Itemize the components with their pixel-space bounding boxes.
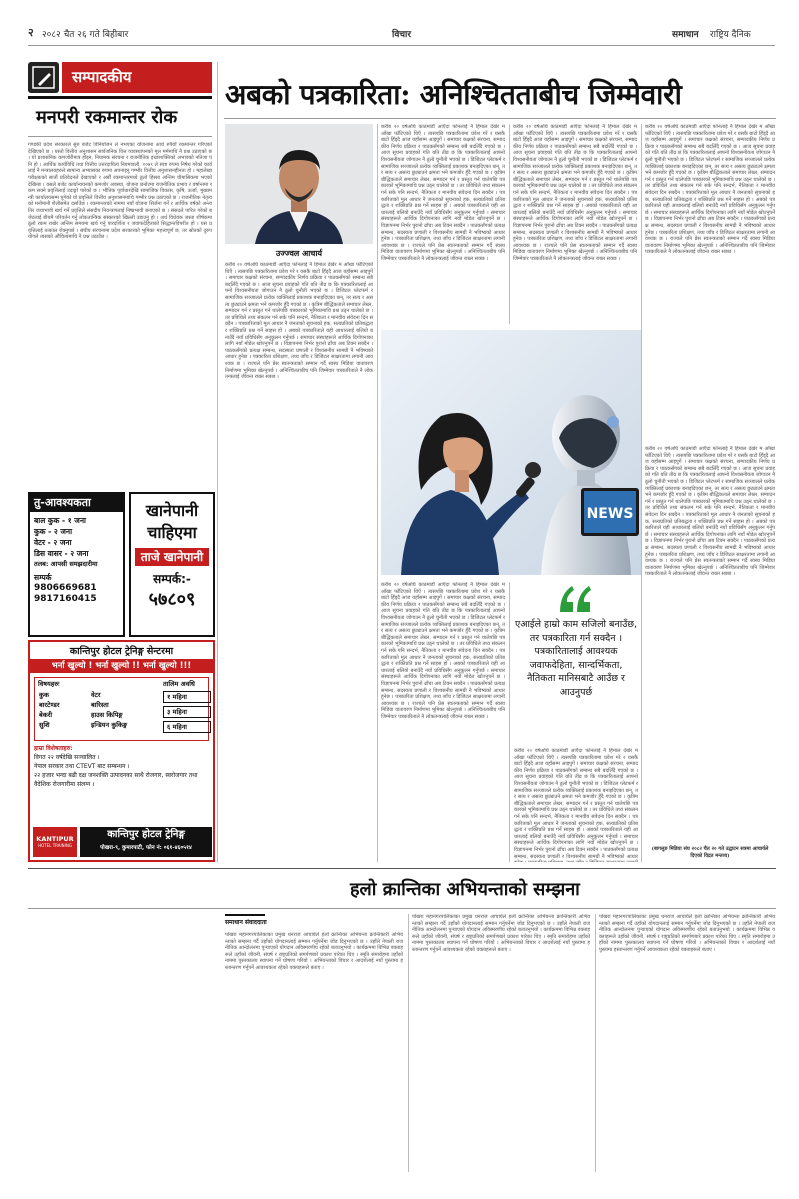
ad-vacancy-line: बाल कुक - १ जना (34, 516, 86, 525)
column-rule (377, 124, 378, 862)
ad-hotel-training (28, 640, 215, 862)
editorial-banner (62, 62, 212, 93)
column-rule (217, 62, 218, 862)
ad-water-slogan: ताजे खानेपानी (135, 548, 209, 566)
ad-vacancy-line: वेटर - २ जना (34, 538, 72, 547)
ad-water-subtitle: चाहिएमा (147, 523, 197, 542)
ad-vacancy-phone: 9817160415 (34, 594, 97, 604)
ad-hotel-special: २२ हजार भन्दा बढी दक्ष जनशक्ति उत्पादनका साथै रोजगार, स्वरोजगार तथा वैदेशिक रोजगारीमा संलग्न । (34, 772, 198, 788)
ad-hotel-subject: सुशि (39, 721, 50, 729)
divider (28, 136, 212, 137)
pull-quote (514, 582, 638, 742)
masthead-sub: राष्ट्रिय दैनिक (710, 30, 751, 40)
section-label: विचार (392, 30, 412, 40)
ad-vacancy-contact-label: सम्पर्क (34, 573, 52, 582)
ad-vacancy-line: कुक - २ जना (34, 527, 73, 536)
article-body-col2: करीब २० वर्षअघि काठमाडौं आएँदा फोनलाई नै हिमाल देखेर म आँखा फाँटिएको थिएँ । त्यसपछि पत्रकारितामा प्रवेश गरें र यसकै बाटो हिँड्दै आज यहाँसम्म आइपुगें । समाचार कक्षको संरचना, सम्पादकीय निर्णय प्रक्रिया र पाठकसँगको सम्बन्ध सबै बदलिँदै गएको छ । आज सूचना प्रवाहको गति यति तीव्र छ कि पत्रकारितालाई आफ्नो विश्वसनीयता जोगाउन नै ठूलो चुनौती भएको छ । डिजिटल प्लेटफर्म र सामाजिक सञ्जालले प्रत्येक व्यक्तिलाई प्रकाशक बनाइदिएका छन्, तर सत्य र असत्य छुट्याउने क्षमता भने कमजोर हुँदै गएको छ । कृत्रिम बौद्धिकताले समाचार लेख्न, सम्पादन गर्न र प्रस्तुत गर्न थालेपछि पत्रकारको भूमिकामाथि प्रश्न उठ्न थालेको छ । तर प्रविधिले तथ्य संकलन गर्न सके पनि सन्दर्भ, नैतिकता र मानवीय संवेदना दिन सक्दैन । पत्रकारिताको मूल आधार नै जनताको सूचनाको हक, सत्यप्रतिको प्रतिबद्धता र शक्तिप्रति प्रश्न गर्ने साहस हो । अबको पत्रकारिताले यही आधारलाई बलियो बनाउँदै नयाँ प्रविधिसँग अनुकूलन गर्नुपर्छ । समाचार संस्थाहरूले आर्थिक दिगोपनाका लागि नयाँ मोडेल खोज्नुपर्ने छ । विज्ञापनमा निर्भर पुरानो ढाँचा अब टिक्न सक्दैन । पाठकसँगको प्रत्यक्ष सम्बन्ध, सदस्यता प्रणाली र विश्वसनीय सामग्री नै भविष्यको आधार हुनेछ । पत्रकारिता प्रशिक्षण, तथ्य जाँच र डिजिटल साक्षरतामा लगानी आवश्यक छ । राज्यले पनि प्रेस स्वतन्त्रताको सम्मान गर्दै स्वस्थ मिडिया वातावरण निर्माणमा भूमिका खेल्नुपर्छ । अनिश्चितताबीच पनि जिम्मेवार पत्रकारिताले नै लोकतन्त्रलाई जीवन्त राख्न सक्छ । (381, 124, 505, 262)
ad-hotel-duration-label: तालिम अवधि (163, 680, 195, 688)
ad-vacancy-line: डिस वासर - २ जना (34, 549, 89, 558)
ad-hotel-brand: कान्तिपुर होटल ट्रेनिङ्ग (107, 829, 185, 840)
bottom-article-author: समाधान संवाददाता (225, 919, 267, 926)
article-body-col1: करीब २० वर्षअघि काठमाडौं आएँदा फोनलाई नै हिमाल देखेर म आँखा फाँटिएको थिएँ । त्यसपछि पत्रकारितामा प्रवेश गरें र यसकै बाटो हिँड्दै आज यहाँसम्म आइपुगें । समाचार कक्षको संरचना, सम्पादकीय निर्णय प्रक्रिया र पाठकसँगको सम्बन्ध सबै बदलिँदै गएको छ । आज सूचना प्रवाहको गति यति तीव्र छ कि पत्रकारितालाई आफ्नो विश्वसनीयता जोगाउन नै ठूलो चुनौती भएको छ । डिजिटल प्लेटफर्म र सामाजिक सञ्जालले प्रत्येक व्यक्तिलाई प्रकाशक बनाइदिएका छन्, तर सत्य र असत्य छुट्याउने क्षमता भने कमजोर हुँदै गएको छ । कृत्रिम बौद्धिकताले समाचार लेख्न, सम्पादन गर्न र प्रस्तुत गर्न थालेपछि पत्रकारको भूमिकामाथि प्रश्न उठ्न थालेको छ । तर प्रविधिले तथ्य संकलन गर्न सके पनि सन्दर्भ, नैतिकता र मानवीय संवेदना दिन सक्दैन । पत्रकारिताको मूल आधार नै जनताको सूचनाको हक, सत्यप्रतिको प्रतिबद्धता र शक्तिप्रति प्रश्न गर्ने साहस हो । अबको पत्रकारिताले यही आधारलाई बलियो बनाउँदै नयाँ प्रविधिसँग अनुकूलन गर्नुपर्छ । समाचार संस्थाहरूले आर्थिक दिगोपनाका लागि नयाँ मोडेल खोज्नुपर्ने छ । विज्ञापनमा निर्भर पुरानो ढाँचा अब टिक्न सक्दैन । पाठकसँगको प्रत्यक्ष सम्बन्ध, सदस्यता प्रणाली र विश्वसनीय सामग्री नै भविष्यको आधार हुनेछ । पत्रकारिता प्रशिक्षण, तथ्य जाँच र डिजिटल साक्षरतामा लगानी आवश्यक छ । राज्यले पनि प्रेस स्वतन्त्रताको सम्मान गर्दै स्वस्थ मिडिया वातावरण निर्माणमा भूमिका खेल्नुपर्छ । अनिश्चितताबीच पनि जिम्मेवार पत्रकारिताले नै लोकतन्त्रलाई जीवन्त राख्न सक्छ । (225, 262, 373, 381)
author-portrait-icon (225, 124, 373, 244)
article-body-col3-lower: करीब २० वर्षअघि काठमाडौं आएँदा फोनलाई नै हिमाल देखेर म आँखा फाँटिएको थिएँ । त्यसपछि पत्रकारितामा प्रवेश गरें र यसकै बाटो हिँड्दै आज यहाँसम्म आइपुगें । समाचार कक्षको संरचना, सम्पादकीय निर्णय प्रक्रिया र पाठकसँगको सम्बन्ध सबै बदलिँदै गएको छ । आज सूचना प्रवाहको गति यति तीव्र छ कि पत्रकारितालाई आफ्नो विश्वसनीयता जोगाउन नै ठूलो चुनौती भएको छ । डिजिटल प्लेटफर्म र सामाजिक सञ्जालले प्रत्येक व्यक्तिलाई प्रकाशक बनाइदिएका छन्, तर सत्य र असत्य छुट्याउने क्षमता भने कमजोर हुँदै गएको छ । कृत्रिम बौद्धिकताले समाचार लेख्न, सम्पादन गर्न र प्रस्तुत गर्न थालेपछि पत्रकारको भूमिकामाथि प्रश्न उठ्न थालेको छ । तर प्रविधिले तथ्य संकलन गर्न सके पनि सन्दर्भ, नैतिकता र मानवीय संवेदना दिन सक्दैन । पत्रकारिताको मूल आधार नै जनताको सूचनाको हक, सत्यप्रतिको प्रतिबद्धता र शक्तिप्रति प्रश्न गर्ने साहस हो । अबको पत्रकारिताले यही आधारलाई बलियो बनाउँदै नयाँ प्रविधिसँग अनुकूलन गर्नुपर्छ । समाचार संस्थाहरूले आर्थिक दिगोपनाका लागि नयाँ मोडेल खोज्नुपर्ने छ । विज्ञापनमा निर्भर पुरानो ढाँचा अब टिक्न सक्दैन । पाठकसँगको प्रत्यक्ष सम्बन्ध, सदस्यता प्रणाली र विश्वसनीय सामग्री नै भविष्यको आधार (514, 748, 638, 860)
article-body-col4: करीब २० वर्षअघि काठमाडौं आएँदा फोनलाई नै हिमाल देखेर म आँखा फाँटिएको थिएँ । त्यसपछि पत्रकारितामा प्रवेश गरें र यसकै बाटो हिँड्दै आज यहाँसम्म आइपुगें । समाचार कक्षको संरचना, सम्पादकीय निर्णय प्रक्रिया र पाठकसँगको सम्बन्ध सबै बदलिँदै गएको छ । आज सूचना प्रवाहको गति यति तीव्र छ कि पत्रकारितालाई आफ्नो विश्वसनीयता जोगाउन नै ठूलो चुनौती भएको छ । डिजिटल प्लेटफर्म र सामाजिक सञ्जालले प्रत्येक व्यक्तिलाई प्रकाशक बनाइदिएका छन्, तर सत्य र असत्य छुट्याउने क्षमता भने कमजोर हुँदै गएको छ । कृत्रिम बौद्धिकताले समाचार लेख्न, सम्पादन गर्न र प्रस्तुत गर्न थालेपछि पत्रकारको भूमिकामाथि प्रश्न उठ्न थालेको छ । तर प्रविधिले तथ्य संकलन गर्न सके पनि सन्दर्भ, नैतिकता र मानवीय संवेदना दिन सक्दैन । पत्रकारिताको मूल आधार नै जनताको सूचनाको हक, सत्यप्रतिको प्रतिबद्धता र शक्तिप्रति प्रश्न गर्ने साहस हो । अबको पत्रकारिताले यही आधारलाई बलियो बनाउँदै नयाँ प्रविधिसँग अनुकूलन गर्नुपर्छ । समाचार संस्थाहरूले आर्थिक दिगोपनाका लागि नयाँ मोडेल खोज्नुपर्ने छ । विज्ञापनमा निर्भर पुरानो ढाँचा अब टिक्न सक्दैन । पाठकसँगको प्रत्यक्ष सम्बन्ध, सदस्यता प्रणाली र विश्वसनीय सामग्री नै भविष्यको आधार हुनेछ । पत्रकारिता प्रशिक्षण, तथ्य जाँच र डिजिटल साक्षरतामा लगानी आवश्यक छ । राज्यले पनि प्रेस स्वतन्त्रताको सम्मान गर्दै स्वस्थ मिडिया वातावरण निर्माणमा भूमिका खेल्नुपर्छ । अनिश्चितताबीच पनि जिम्मेवार पत्रकारिताले नै लोकतन्त्रलाई जीवन्त राख्न सक्छ । (645, 124, 775, 256)
bottom-article-col1: पोखरा महानगरपालिकाका प्रमुख धनराज आचार्यले हलो क्रान्तिका अभियन्ता क्रान्तिकारी अभियन्ताको सम्झना गर्दै उहाँको योगदानलाई सम्मान गर्नुपर्नेमा जोड दिनुभएको छ । उहाँले नेपाली राजनीतिक आन्दोलनमा पुर्‍याएको योगदान अविस्मरणीय रहेको बताउनुभयो । कार्यक्रममा विभिन्न वक्ताहरूले उहाँको जीवनी, संघर्ष र राष्ट्रप्रतिको समर्पणबारे प्रकाश पारेका थिए । स्मृति समारोहमा उहाँको नाममा पुस्तकालय स्थापना गर्ने घोषणा गरियो । अभियन्ताको विचार र आदर्शलाई नयाँ पुस्तामा हस्तान्तरण गर्नुपर्ने आवश्यकता रहेको वक्ताहरूले बताए । (225, 932, 403, 971)
editorial-body: गण्डकी प्रदेश सरकारले सुरु बजेट विनियोजन ले नभएका योजनामा आर्थ रुपैयाँ रकमान्तर गरिएको देखिएको छ । यस्तो वित्तीय अनुशासन सार्वजनिक वित्त व्यवस्थापनको मूल मर्ममाथि नै प्रश्न उठाएको छ । यो प्रशासनिक कमजोरीमात्र होइन, नियामक संरचना र राजनीतिक इच्छाशक्तिको अभावको नतिजा पनि हो । आर्थिक कार्यविधि तथा वित्तीय उत्तरदायित्व नियमावली, २०७९ ले स्पष्ट रुपमा निषेध गरेको कार्यलाई नै मन्त्रालयहरुले सामान्य अभ्यासका रुपमा अपनाइनु गम्भीर वित्तीय अनुशासनहीनता हो । महालेखा परीक्षकको सातौं प्रतिवेदनले देखाएको र अर्बौं रकमान्तरमध्ये ठूलो हिस्सा अन्तिम चौमासिकमा भएको देखिन्छ । यसले बजेट कार्यान्वयनको कमजोर अवस्था, योजना छनोटमा राजनीतिक प्रभाव र वर्षान्तमा रकम सक्ने प्रवृत्तिलाई उदाङ्गो पारेको छ । भौतिक पूर्वाधारदेखि सामाजिक विकास, कृषि, ऊर्जा, मुख्यमन्त्री कार्यालयसम्म पुगेको यो प्रवृत्तिले वित्तीय अनुशासनमाथि गम्भीर प्रश्न उठाएको छ । राजनीतिक नेतृत्वको मनोमानी शैलीसमेत दर्साउँछ । रकमान्तरको नाममा नयाँ योजना सिर्जना गर्ने र आर्थिक वर्षको अन्त्यतिर जथाभावी खर्च गर्ने प्रवृत्तिले संसदीय नियन्त्रणलाई निष्प्रभावी बनाएको छ । संसदले पारित गरेको बजेटलाई बीचमै परिवर्तन गर्नु लोकतान्त्रिक संस्कारको खिल्ली उडाउनु हो । अर्थ विधेयक जस्ता शीर्षकमा ठूलो रकम राखेर अन्तिम समयमा खर्च गर्नु पारदर्शिता र जवाफदेहिताको सिद्धान्तविपरीत हो । यस प्रवृत्तिलाई तत्काल रोक्नुपर्छ । संघीय संरचनामा प्रदेश सरकारको भूमिका महत्त्वपूर्ण छ, तर स्रोतको दुरुपयोगले त्यसको औचित्यमाथि नै प्रश्न उठाउँछ । (28, 142, 212, 241)
column-rule (641, 124, 642, 862)
ad-hotel-specials-label: हाम्रा विशेषताहरु: (34, 745, 73, 752)
ad-hotel-banner: भर्ना खुल्यो ! भर्ना खुल्यो !! भर्ना खुल्यो !!! (30, 659, 213, 673)
quote-mark-icon (558, 584, 592, 614)
ad-water-phone: ५७८०९ (148, 589, 196, 610)
divider (225, 914, 265, 916)
pen-icon (28, 62, 59, 93)
ad-hotel-address: पोखरा-९, कुमारपाटी, फोन नं: ०६१-४६०५१४ (100, 845, 192, 851)
ai-journalism-illustration-icon (381, 330, 641, 575)
article-headline: अबको पत्रकारिता: अनिश्चितताबीच जिम्मेवारी (225, 78, 682, 111)
editorial-banner-label: सम्पादकीय (72, 68, 132, 86)
ad-hotel-duration: ६ महिना (163, 721, 211, 733)
ad-hotel-subject: बारिस्ता (91, 701, 109, 709)
ad-hotel-duration: ३ महिना (163, 706, 211, 718)
column-rule (509, 124, 510, 324)
divider (28, 868, 776, 869)
page-number: २ (28, 26, 34, 39)
ad-hotel-special: विगत २२ वर्षदेखि सञ्चालित । (34, 754, 100, 761)
column-rule (408, 914, 409, 1172)
article-author: उज्ज्वल आचार्य (275, 249, 323, 258)
ad-hotel-logo-text: KANTIPUR (36, 835, 74, 843)
article-illustration (381, 330, 641, 575)
ad-hotel-subject: इन्डियन कुकिङ्ग (91, 721, 128, 729)
ad-hotel-special: नेपाल सरकार तथा CTEVT बाट सम्बन्धन । (34, 763, 130, 770)
bottom-article-col2: पोखरा महानगरपालिकाका प्रमुख धनराज आचार्यले हलो क्रान्तिका अभियन्ता क्रान्तिकारी अभियन्ताको सम्झना गर्दै उहाँको योगदानलाई सम्मान गर्नुपर्नेमा जोड दिनुभएको छ । उहाँले नेपाली राजनीतिक आन्दोलनमा पुर्‍याएको योगदान अविस्मरणीय रहेको बताउनुभयो । कार्यक्रममा विभिन्न वक्ताहरूले उहाँको जीवनी, संघर्ष र राष्ट्रप्रतिको समर्पणबारे प्रकाश पारेका थिए । स्मृति समारोहमा उहाँको नाममा पुस्तकालय स्थापना गर्ने घोषणा गरियो । अभियन्ताको विचार र आदर्शलाई नयाँ पुस्तामा हस्तान्तरण गर्नुपर्ने आवश्यकता रहेको वक्ताहरूले बताए । (412, 914, 590, 953)
ad-vacancy-line: तलब: आपसी समझदारीमा (34, 560, 98, 568)
article-body-col2-lower: करीब २० वर्षअघि काठमाडौं आएँदा फोनलाई नै हिमाल देखेर म आँखा फाँटिएको थिएँ । त्यसपछि पत्रकारितामा प्रवेश गरें र यसकै बाटो हिँड्दै आज यहाँसम्म आइपुगें । समाचार कक्षको संरचना, सम्पादकीय निर्णय प्रक्रिया र पाठकसँगको सम्बन्ध सबै बदलिँदै गएको छ । आज सूचना प्रवाहको गति यति तीव्र छ कि पत्रकारितालाई आफ्नो विश्वसनीयता जोगाउन नै ठूलो चुनौती भएको छ । डिजिटल प्लेटफर्म र सामाजिक सञ्जालले प्रत्येक व्यक्तिलाई प्रकाशक बनाइदिएका छन्, तर सत्य र असत्य छुट्याउने क्षमता भने कमजोर हुँदै गएको छ । कृत्रिम बौद्धिकताले समाचार लेख्न, सम्पादन गर्न र प्रस्तुत गर्न थालेपछि पत्रकारको भूमिकामाथि प्रश्न उठ्न थालेको छ । तर प्रविधिले तथ्य संकलन गर्न सके पनि सन्दर्भ, नैतिकता र मानवीय संवेदना दिन सक्दैन । पत्रकारिताको मूल आधार नै जनताको सूचनाको हक, सत्यप्रतिको प्रतिबद्धता र शक्तिप्रति प्रश्न गर्ने साहस हो । अबको पत्रकारिताले यही आधारलाई बलियो बनाउँदै नयाँ प्रविधिसँग अनुकूलन गर्नुपर्छ । समाचार संस्थाहरूले आर्थिक दिगोपनाका लागि नयाँ मोडेल खोज्नुपर्ने छ । विज्ञापनमा निर्भर पुरानो ढाँचा अब टिक्न सक्दैन । पाठकसँगको प्रत्यक्ष सम्बन्ध, सदस्यता प्रणाली र विश्वसनीय सामग्री नै भविष्यको आधार हुनेछ । पत्रकारिता प्रशिक्षण, तथ्य जाँच र डिजिटल साक्षरतामा लगानी आवश्यक छ । राज्यले पनि प्रेस स्वतन्त्रताको सम्मान गर्दै स्वस्थ मिडिया वातावरण निर्माणमा भूमिका खेल्नुपर्छ । अनिश्चितताबीच पनि जिम्मेवार पत्रकारिताले नै लोकतन्त्रलाई जीवन्त राख्न सक्छ । (381, 582, 505, 720)
editorial-title: मनपरी रकमान्तर रोक (36, 107, 178, 128)
column-rule (595, 914, 596, 1172)
bottom-article-col3: पोखरा महानगरपालिकाका प्रमुख धनराज आचार्यले हलो क्रान्तिका अभियन्ता क्रान्तिकारी अभियन्ताको सम्झना गर्दै उहाँको योगदानलाई सम्मान गर्नुपर्नेमा जोड दिनुभएको छ । उहाँले नेपाली राजनीतिक आन्दोलनमा पुर्‍याएको योगदान अविस्मरणीय रहेको बताउनुभयो । कार्यक्रममा विभिन्न वक्ताहरूले उहाँको जीवनी, संघर्ष र राष्ट्रप्रतिको समर्पणबारे प्रकाश पारेका थिए । स्मृति समारोहमा उहाँको नाममा पुस्तकालय स्थापना गर्ने घोषणा गरियो । अभियन्ताको विचार र आदर्शलाई नयाँ पुस्तामा हस्तान्तरण गर्नुपर्ने आवश्यकता रहेको वक्ताहरूले बताए । (599, 914, 775, 953)
ad-hotel-logo (33, 827, 77, 857)
ad-hotel-duration: १ महिना (163, 691, 211, 703)
ad-hotel-subject: वेटर (91, 691, 101, 699)
ad-hotel-subject: बेकरी (39, 711, 53, 719)
svg-text:NEWS: NEWS (586, 506, 634, 522)
ad-hotel-logo-sub: HOTEL TRAINING (38, 843, 72, 848)
ad-vacancy-phone: 9806669681 (34, 583, 97, 593)
author-photo (225, 124, 373, 244)
page-header (28, 26, 775, 46)
divider (224, 118, 776, 119)
issue-date: २०८२ चैत २६ गते बिहीबार (42, 30, 129, 40)
editorial-logo (28, 62, 59, 93)
article-body-col4-lower: करीब २० वर्षअघि काठमाडौं आएँदा फोनलाई नै हिमाल देखेर म आँखा फाँटिएको थिएँ । त्यसपछि पत्रकारितामा प्रवेश गरें र यसकै बाटो हिँड्दै आज यहाँसम्म आइपुगें । समाचार कक्षको संरचना, सम्पादकीय निर्णय प्रक्रिया र पाठकसँगको सम्बन्ध सबै बदलिँदै गएको छ । आज सूचना प्रवाहको गति यति तीव्र छ कि पत्रकारितालाई आफ्नो विश्वसनीयता जोगाउन नै ठूलो चुनौती भएको छ । डिजिटल प्लेटफर्म र सामाजिक सञ्जालले प्रत्येक व्यक्तिलाई प्रकाशक बनाइदिएका छन्, तर सत्य र असत्य छुट्याउने क्षमता भने कमजोर हुँदै गएको छ । कृत्रिम बौद्धिकताले समाचार लेख्न, सम्पादन गर्न र प्रस्तुत गर्न थालेपछि पत्रकारको भूमिकामाथि प्रश्न उठ्न थालेको छ । तर प्रविधिले तथ्य संकलन गर्न सके पनि सन्दर्भ, नैतिकता र मानवीय संवेदना दिन सक्दैन । पत्रकारिताको मूल आधार नै जनताको सूचनाको हक, सत्यप्रतिको प्रतिबद्धता र शक्तिप्रति प्रश्न गर्ने साहस हो । अबको पत्रकारिताले यही आधारलाई बलियो बनाउँदै नयाँ प्रविधिसँग अनुकूलन गर्नुपर्छ । समाचार संस्थाहरूले आर्थिक दिगोपनाका लागि नयाँ मोडेल खोज्नुपर्ने छ । विज्ञापनमा निर्भर पुरानो ढाँचा अब टिक्न सक्दैन । पाठकसँगको प्रत्यक्ष सम्बन्ध, सदस्यता प्रणाली र विश्वसनीय सामग्री नै भविष्यको आधार हुनेछ । पत्रकारिता प्रशिक्षण, तथ्य जाँच र डिजिटल साक्षरतामा लगानी आवश्यक छ । राज्यले पनि प्रेस स्वतन्त्रताको सम्मान गर्दै स्वस्थ मिडिया वातावरण निर्माणमा भूमिका खेल्नुपर्छ । अनिश्चितताबीच पनि जिम्मेवार पत्रकारिताले नै लोकतन्त्रलाई जीवन्त राख्न सक्छ । (645, 446, 775, 578)
ad-hotel-subject: कुक (39, 691, 49, 699)
ad-hotel-subject: हाउस किपिङ्ग (91, 711, 123, 719)
ad-water-title: खानेपानी (145, 501, 199, 520)
pull-quote-text: एआईले हाम्रो काम सजिलो बनाउँछ, तर पत्रकारिता गर्न सक्दैन । पत्रकारितालाई आवश्यक जवाफदेहिता, सान्दर्भिकता, नैतिकता मानिसबाटै आउँछ र आउनुपर्छ (514, 619, 638, 698)
ad-vacancy (28, 492, 125, 637)
column-rule (509, 582, 510, 862)
masthead: समाधान (672, 30, 699, 40)
article-footer-note: (बागलुङ मिडिया संघ २०८२ चैत २० गते उद्घाटन सत्रमा आचार्यले दिएको विद्रत मन्तव्य) (651, 846, 769, 859)
divider (28, 908, 776, 909)
ad-water (129, 492, 215, 637)
ad-hotel-subjects-label: विषयहरुः (38, 680, 60, 688)
ad-hotel-footer (80, 827, 212, 857)
ad-vacancy-title: तु-आवश्यकता (30, 494, 123, 512)
ad-hotel-subject: बारटेण्डर (39, 701, 60, 709)
article-body-col3: करीब २० वर्षअघि काठमाडौं आएँदा फोनलाई नै हिमाल देखेर म आँखा फाँटिएको थिएँ । त्यसपछि पत्रकारितामा प्रवेश गरें र यसकै बाटो हिँड्दै आज यहाँसम्म आइपुगें । समाचार कक्षको संरचना, सम्पादकीय निर्णय प्रक्रिया र पाठकसँगको सम्बन्ध सबै बदलिँदै गएको छ । आज सूचना प्रवाहको गति यति तीव्र छ कि पत्रकारितालाई आफ्नो विश्वसनीयता जोगाउन नै ठूलो चुनौती भएको छ । डिजिटल प्लेटफर्म र सामाजिक सञ्जालले प्रत्येक व्यक्तिलाई प्रकाशक बनाइदिएका छन्, तर सत्य र असत्य छुट्याउने क्षमता भने कमजोर हुँदै गएको छ । कृत्रिम बौद्धिकताले समाचार लेख्न, सम्पादन गर्न र प्रस्तुत गर्न थालेपछि पत्रकारको भूमिकामाथि प्रश्न उठ्न थालेको छ । तर प्रविधिले तथ्य संकलन गर्न सके पनि सन्दर्भ, नैतिकता र मानवीय संवेदना दिन सक्दैन । पत्रकारिताको मूल आधार नै जनताको सूचनाको हक, सत्यप्रतिको प्रतिबद्धता र शक्तिप्रति प्रश्न गर्ने साहस हो । अबको पत्रकारिताले यही आधारलाई बलियो बनाउँदै नयाँ प्रविधिसँग अनुकूलन गर्नुपर्छ । समाचार संस्थाहरूले आर्थिक दिगोपनाका लागि नयाँ मोडेल खोज्नुपर्ने छ । विज्ञापनमा निर्भर पुरानो ढाँचा अब टिक्न सक्दैन । पाठकसँगको प्रत्यक्ष सम्बन्ध, सदस्यता प्रणाली र विश्वसनीय सामग्री नै भविष्यको आधार हुनेछ । पत्रकारिता प्रशिक्षण, तथ्य जाँच र डिजिटल साक्षरतामा लगानी आवश्यक छ । राज्यले पनि प्रेस स्वतन्त्रताको सम्मान गर्दै स्वस्थ मिडिया वातावरण निर्माणमा भूमिका खेल्नुपर्छ । अनिश्चितताबीच पनि जिम्मेवार पत्रकारिताले नै लोकतन्त्रलाई जीवन्त राख्न सक्छ । (513, 124, 637, 262)
bottom-article-headline: हलो क्रान्तिका अभियन्ताको सम्झना (350, 879, 580, 900)
ad-hotel-heading: कान्तिपुर होटल ट्रेनिङ्ग सेन्टरमा (69, 646, 174, 657)
divider (28, 96, 212, 99)
ad-water-contact-label: सम्पर्क:- (153, 572, 191, 586)
